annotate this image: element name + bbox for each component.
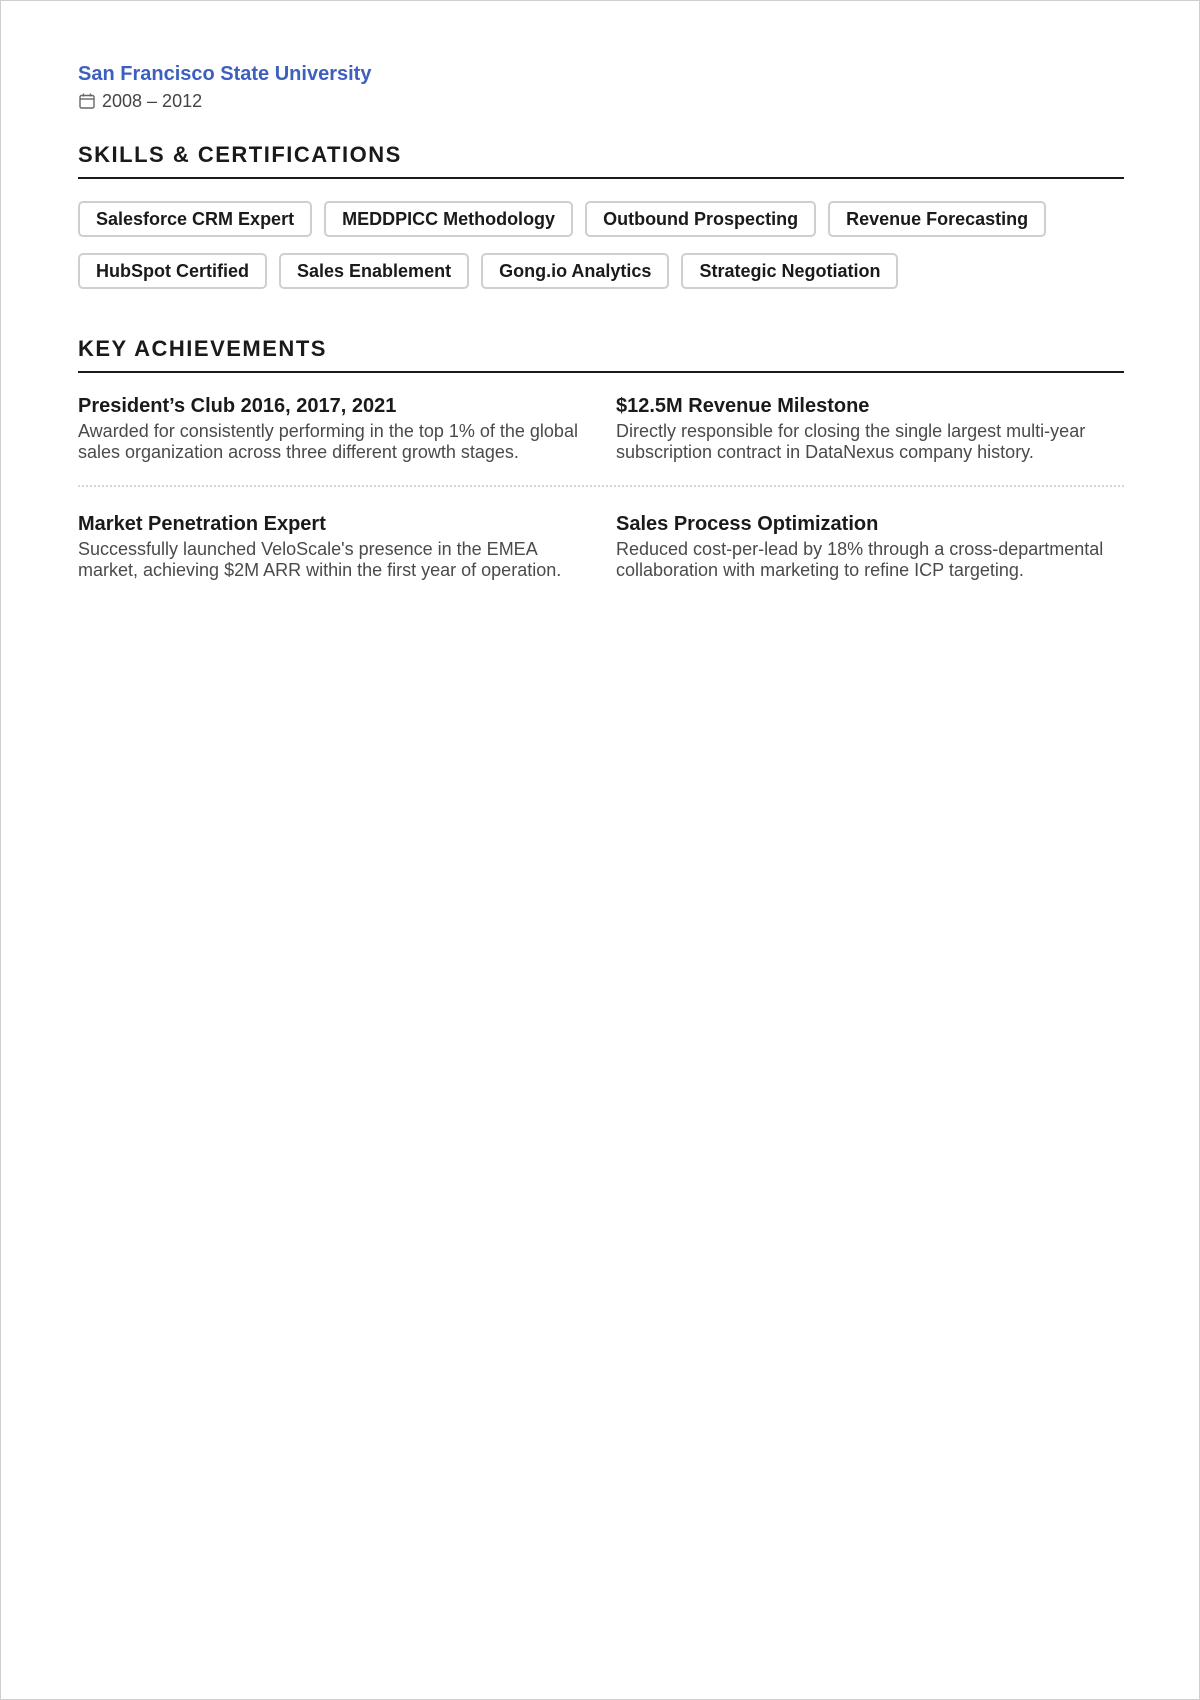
achievements-section <box>78 335 1124 581</box>
education-school: San Francisco State University <box>78 63 372 85</box>
achievement-item <box>78 393 616 463</box>
skills-list <box>78 201 1124 305</box>
achievement-title: Sales Process Optimization <box>616 513 879 535</box>
achievement-title: $12.5M Revenue Milestone <box>616 395 870 417</box>
skill-tag: HubSpot Certified <box>78 253 267 289</box>
achievement-item <box>78 511 616 581</box>
skills-section <box>78 141 1124 305</box>
achievement-item <box>616 511 1124 581</box>
skill-tag: Strategic Negotiation <box>681 253 898 289</box>
skills-heading: SKILLS & CERTIFICATIONS <box>78 141 1124 179</box>
skill-tag: Gong.io Analytics <box>481 253 669 289</box>
calendar-icon <box>78 92 96 110</box>
skill-tag: MEDDPICC Methodology <box>324 201 573 237</box>
skill-tag: Sales Enablement <box>279 253 469 289</box>
skill-tag: Revenue Forecasting <box>828 201 1046 237</box>
achievement-description: Awarded for consistently performing in the top 1% of the global sales organization across three different growth stages. <box>78 421 578 462</box>
achievement-item <box>616 393 1124 463</box>
resume-content <box>78 61 1124 581</box>
achievement-title: President’s Club 2016, 2017, 2021 <box>78 395 397 417</box>
achievement-description: Directly responsible for closing the single largest multi-year subscription contract in DataNexus company history. <box>616 421 1086 462</box>
achievement-title: Market Penetration Expert <box>78 513 326 535</box>
skill-tag: Outbound Prospecting <box>585 201 816 237</box>
achievements-heading: KEY ACHIEVEMENTS <box>78 335 1124 373</box>
education-entry <box>78 61 1124 113</box>
achievement-description: Reduced cost-per-lead by 18% through a cross-departmental collaboration with marketing to refine ICP targeting. <box>616 539 1104 580</box>
achievements-grid <box>78 393 1124 581</box>
achievements-divider <box>78 485 1124 487</box>
achievement-description: Successfully launched VeloScale's presence in the EMEA market, achieving $2M ARR within the first year of operation. <box>78 539 562 580</box>
education-dates: 2008 – 2012 <box>102 91 203 111</box>
skill-tag: Salesforce CRM Expert <box>78 201 312 237</box>
education-dates-row <box>78 89 1124 113</box>
